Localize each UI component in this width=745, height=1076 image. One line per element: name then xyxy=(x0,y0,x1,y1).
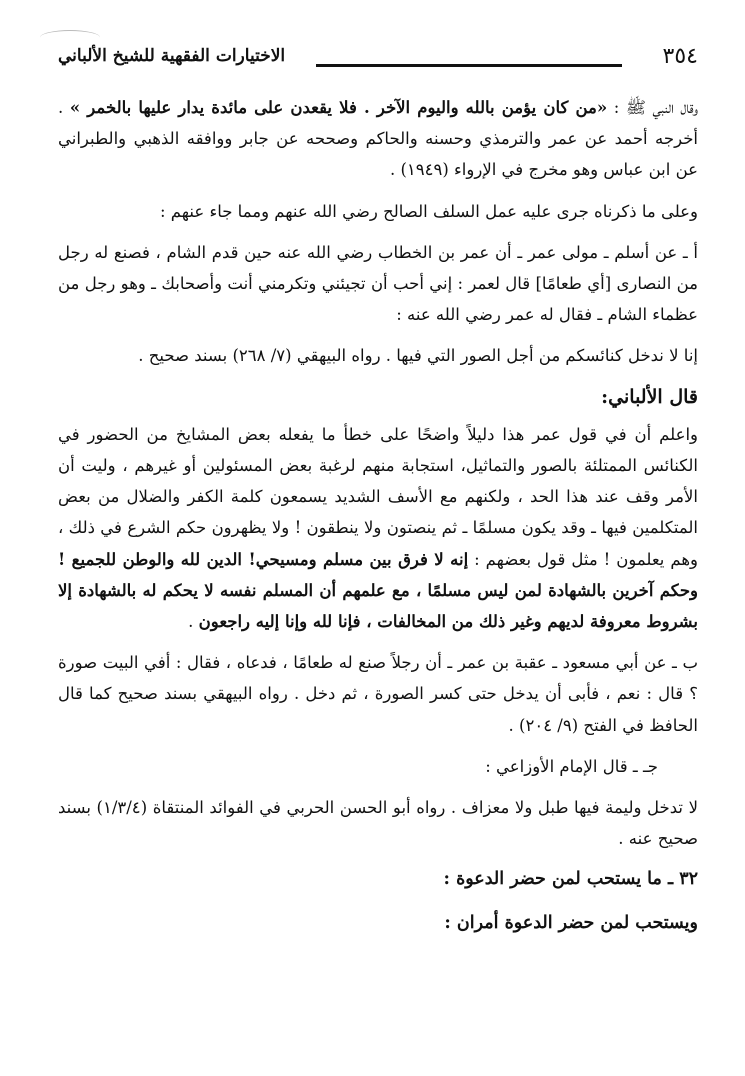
comment-quote: إنه لا فرق بين مسلم ومسيحي! الدين لله والوطن للجميع ! وحكم آخرين بالشهادة لمن ليس مسلمًا ، مع علمهم أن المسلم نفسه لا يحكم له بالشهادة إلا بشروط معروفة لديهم وغير ذلك من المخالفات ، فإنا لله وإنا إليه راجعون xyxy=(58,549,698,632)
section-heading: ٣٢ ـ ما يستحب لمن حضر الدعوة : xyxy=(443,869,698,890)
comment-end: . xyxy=(188,612,199,632)
paragraph-athar-b: ب ـ عن أبي مسعود ـ عقبة بن عمر ـ أن رجلاً صنع له طعامًا ، فدعاه ، فقال : أفي البيت صورة ؟ قال : نعم ، فأبى أن يدخل حتى كسر الصورة ، ثم دخل . رواه البيهقي بسند صحيح كما قال الحافظ في الفتح (٩/ ٢٠٤) . xyxy=(58,653,698,735)
section-subheading: ويستحب لمن حضر الدعوة أمران : xyxy=(444,912,698,933)
paragraph-athar-a: أ ـ عن أسلم ـ مولى عمر ـ أن عمر بن الخطاب رضي الله عنه حين قدم الشام ، فصنع له رجل من النصارى [أي طعامًا] قال لعمر : إني أحب أن تجيئني وتكرمني أنت وأصحابك ـ وهو رجل من عظماء الشام ـ فقال له عمر رضي الله عنه : xyxy=(58,242,698,325)
paragraph-salaf-intro: وعلى ما ذكرناه جرى عليه عمل السلف الصالح رضي الله عنهم ومما جاء عنهم : xyxy=(159,201,698,221)
hadith-intro: وقال النبي ﷺ : xyxy=(607,98,699,117)
page-number: ٣٥٤ xyxy=(662,44,698,69)
paragraph-albani-comment xyxy=(58,419,698,637)
hadith-takhrij: . أخرجه أحمد عن عمر والترمذي وحسنه والحاكم وصححه عن جابر ووافقه الذهبي والطبراني عن ابن عباس وهو مخرج في الإرواء (١٩٤٩) . xyxy=(58,98,698,180)
paragraph-athar-c: جـ ـ قال الإمام الأوزاعي : xyxy=(485,756,658,776)
paragraph-hadith xyxy=(58,92,698,186)
albani-subheading: قال الألباني: xyxy=(601,385,698,408)
page-body xyxy=(58,92,698,951)
page-header xyxy=(58,42,698,76)
paragraph-awzai: لا تدخل وليمة فيها طبل ولا معزاف . رواه أبو الحسن الحربي في الفوائد المنتقاة (١/٣/٤) بسند صحيح عنه . xyxy=(58,798,698,849)
paragraph-umar-reply: إنا لا ندخل كنائسكم من أجل الصور التي فيها . رواه البيهقي (٧/ ٢٦٨) بسند صحيح . xyxy=(138,346,698,366)
running-title: الاختيارات الفقهية للشيخ الألباني xyxy=(58,46,286,66)
header-rule xyxy=(316,64,622,67)
hadith-text: «من كان يؤمن بالله واليوم الآخر . فلا يقعدن على مائدة يدار عليها بالخمر » xyxy=(69,98,608,117)
comment-text: واعلم أن في قول عمر هذا دليلاً واضحًا على خطأ ما يفعله بعض المشايخ من الحضور في الكنائس الممتلئة بالصور والتماثيل، استجابة منهم لرغبة بعض المسئولين أو غيرهم ، وليت أن الأمر وقف عند هذا الحد ، ولكنهم مع الأسف الشديد يسمعون كلمة الكفر والضلال من بعض المتكلمين فيها ـ وقد يكون مسلمًا ـ ثم ينصتون ولا ينطقون ! ولا يظهرون حكم الشرع في ذلك ، وهم يعلمون ! مثل قول بعضهم : xyxy=(58,424,698,569)
